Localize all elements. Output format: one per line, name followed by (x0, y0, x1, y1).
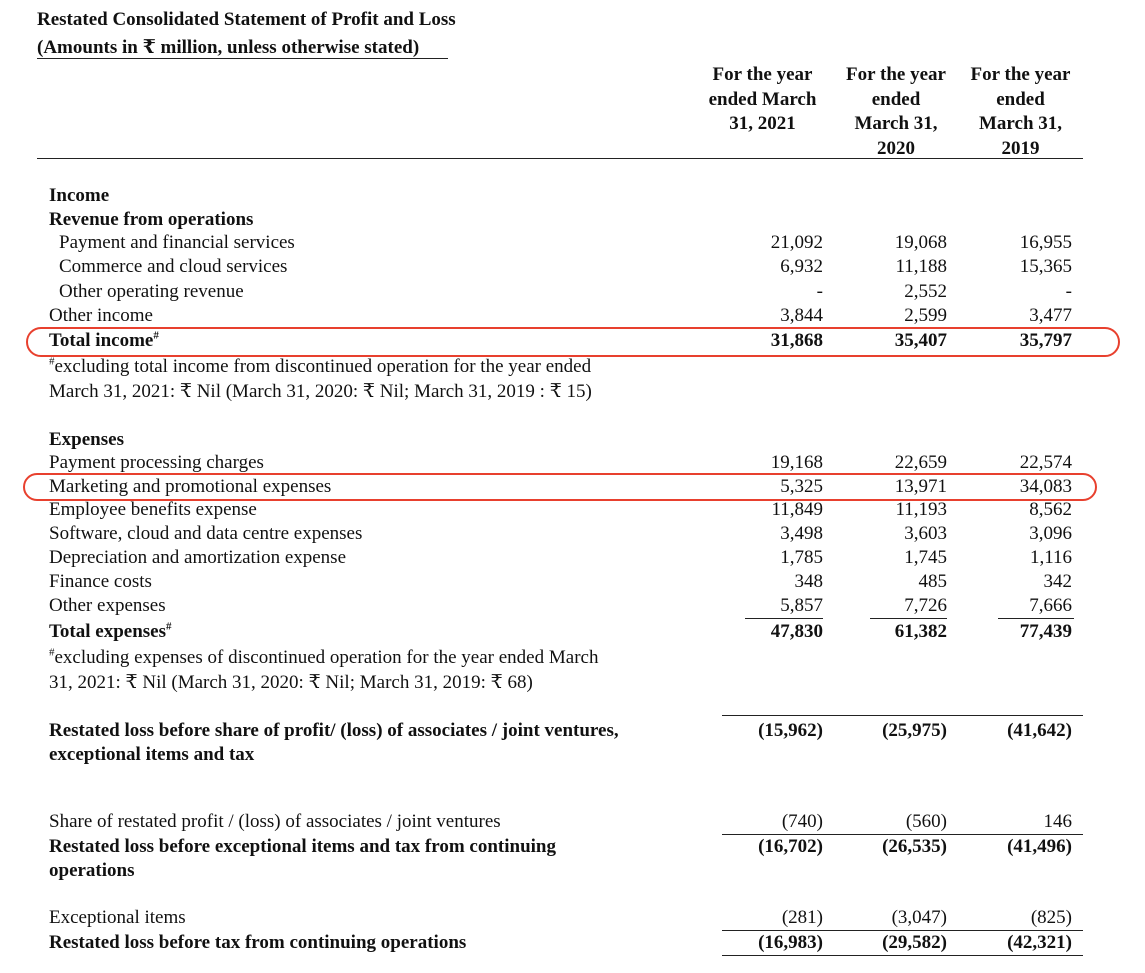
value-2020: (25,975) (882, 720, 947, 741)
value-2021: 31,868 (770, 330, 823, 351)
value-2019: (41,642) (1007, 720, 1072, 741)
row-label: Restated loss before tax from continuing operations (49, 932, 467, 953)
value-2020: 22,659 (894, 452, 947, 473)
value-2019: 22,574 (1019, 452, 1072, 473)
value-2020: 35,407 (894, 330, 947, 351)
value-2019: 15,365 (1019, 256, 1072, 277)
income-footnote-line2: March 31, 2021: ₹ Nil (March 31, 2020: ₹ Nil; March 31, 2019 : ₹ 15) (49, 381, 592, 402)
value-2021: (16,702) (758, 836, 823, 857)
value-2020: 13,971 (894, 476, 947, 497)
value-2021: (15,962) (758, 720, 823, 741)
value-2021: 348 (794, 571, 823, 592)
value-2020: 19,068 (894, 232, 947, 253)
column-header-2019: For the year ended March 31, 2019 (970, 64, 1071, 159)
value-2019: 3,477 (1029, 305, 1072, 326)
value-2020: (26,535) (882, 836, 947, 857)
value-2019: 35,797 (1019, 330, 1072, 351)
value-2021: 3,498 (780, 523, 823, 544)
row-label: Depreciation and amortization expense (49, 547, 347, 568)
value-2019: 34,083 (1019, 476, 1072, 497)
statement-title: Restated Consolidated Statement of Profit and Loss (37, 9, 456, 30)
subtotal-rule-2020 (870, 618, 947, 619)
row-label: Other expenses (49, 595, 166, 616)
value-2021: (16,983) (758, 932, 823, 953)
expenses-footnote-line2: 31, 2021: ₹ Nil (March 31, 2020: ₹ Nil; March 31, 2019: ₹ 68) (49, 672, 533, 693)
row-label: Employee benefits expense (49, 499, 257, 520)
value-2020: (29,582) (882, 932, 947, 953)
section-rule (722, 955, 1083, 956)
title-underline (37, 58, 448, 59)
column-header-2020: For the year ended March 31, 2020 (846, 64, 946, 159)
value-2021: (281) (781, 907, 823, 928)
value-2020: 61,382 (894, 621, 947, 642)
row-label: Exceptional items (49, 907, 186, 928)
highlight-marketing-expenses (23, 473, 1097, 501)
value-2019: (42,321) (1007, 932, 1072, 953)
row-label: Payment and financial services (59, 232, 295, 253)
value-2019: 8,562 (1029, 499, 1072, 520)
value-2020: (560) (905, 811, 947, 832)
row-label: Restated loss before exceptional items and tax from continuing (49, 836, 556, 857)
row-label: Marketing and promotional expenses (49, 476, 332, 497)
value-2021: 19,168 (770, 452, 823, 473)
value-2019: 16,955 (1019, 232, 1072, 253)
row-label: Total income# (49, 329, 159, 351)
column-header-2021: For the year ended March 31, 2021 (708, 64, 817, 134)
subtotal-rule-2021 (745, 618, 823, 619)
value-2019: 1,116 (1029, 547, 1072, 568)
header-rule (37, 158, 1083, 159)
value-2019: (41,496) (1007, 836, 1072, 857)
value-2020: (3,047) (891, 907, 947, 928)
value-2021: 3,844 (780, 305, 823, 326)
value-2019: 146 (1043, 811, 1072, 832)
row-label: Restated loss before share of profit/ (loss) of associates / joint ventures, (49, 720, 619, 741)
row-label: Total expenses# (49, 620, 172, 642)
expenses-heading: Expenses (49, 429, 124, 450)
row-label: Finance costs (49, 571, 152, 592)
value-2019: 77,439 (1019, 621, 1072, 642)
value-2020: 11,193 (895, 499, 947, 520)
value-2021: 47,830 (770, 621, 823, 642)
row-label: Payment processing charges (49, 452, 264, 473)
value-2019: 7,666 (1029, 595, 1072, 616)
row-label: Software, cloud and data centre expenses (49, 523, 363, 544)
row-label: Commerce and cloud services (59, 256, 288, 277)
value-2021: 1,785 (780, 547, 823, 568)
section-rule (722, 930, 1083, 931)
value-2021: 5,857 (780, 595, 823, 616)
value-2020: 2,599 (904, 305, 947, 326)
income-heading: Income (49, 185, 110, 206)
row-label: Other income (49, 305, 153, 326)
value-2021: 5,325 (780, 476, 823, 497)
income-footnote: #excluding total income from discontinued operation for the year ended (49, 355, 592, 377)
row-label: Other operating revenue (59, 281, 244, 302)
expenses-footnote: #excluding expenses of discontinued operation for the year ended March (49, 646, 599, 668)
row-label: Share of restated profit / (loss) of associates / joint ventures (49, 811, 501, 832)
revenue-heading: Revenue from operations (49, 209, 254, 230)
value-2020: 3,603 (904, 523, 947, 544)
value-2020: 1,745 (904, 547, 947, 568)
value-2021: 6,932 (780, 256, 823, 277)
value-2019: - (1065, 281, 1072, 302)
value-2020: 11,188 (895, 256, 947, 277)
value-2020: 7,726 (904, 595, 947, 616)
value-2021: 21,092 (770, 232, 823, 253)
row-label-line2: operations (49, 860, 135, 881)
row-label-line2: exceptional items and tax (49, 744, 255, 765)
value-2019: 342 (1043, 571, 1072, 592)
value-2021: - (816, 281, 823, 302)
section-rule (722, 715, 1083, 716)
value-2019: 3,096 (1029, 523, 1072, 544)
section-rule (722, 834, 1083, 835)
value-2020: 2,552 (904, 281, 947, 302)
subtotal-rule-2019 (998, 618, 1074, 619)
highlight-total-income (26, 327, 1120, 357)
value-2019: (825) (1030, 907, 1072, 928)
statement-subtitle: (Amounts in ₹ million, unless otherwise stated) (37, 37, 420, 58)
value-2021: (740) (781, 811, 823, 832)
value-2020: 485 (918, 571, 947, 592)
value-2021: 11,849 (771, 499, 823, 520)
